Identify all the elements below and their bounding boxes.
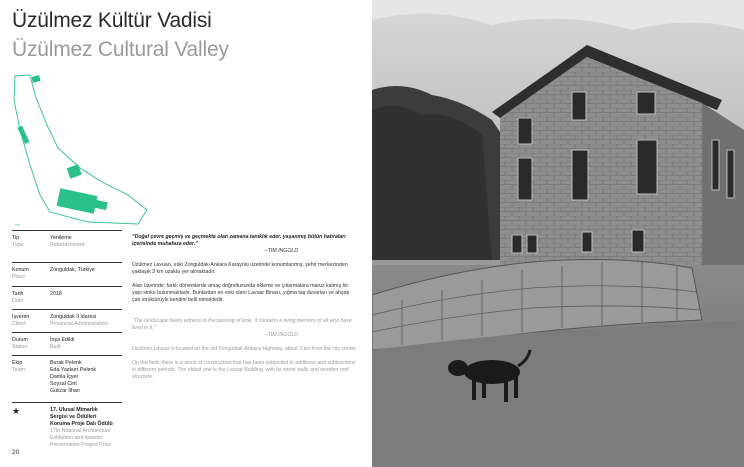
window <box>518 118 532 144</box>
dog-head <box>448 360 468 376</box>
window <box>518 158 532 200</box>
paragraph-tr-1: Üzülmez Lavuarı, eski Zonguldak-Ankara Karayolu üzerinde konumlanmış, şehir merkezinden yaklaşık 3 km uzakta yer almaktadır. <box>132 262 348 275</box>
building-1 <box>31 75 40 83</box>
award-line-en: Preservation Project Price <box>50 442 112 448</box>
paragraph-en-2: On the field; there is a stock of construction that has been subjected to additions and subtractions in different periods. The oldest one is the Lavuar Building, with its stone walls and wooden roof structure. <box>132 360 356 380</box>
meta-value-tr: Yenileme <box>50 235 72 241</box>
window <box>637 140 657 194</box>
meta-row-team <box>12 355 122 402</box>
project-title-en: Üzülmez Cultural Valley <box>12 38 229 61</box>
quote-tr-attribution: –TIM INGOLD <box>264 248 298 254</box>
forest-texture <box>372 106 492 260</box>
meta-key-tr: Ekip <box>12 360 23 366</box>
building-side <box>702 103 744 270</box>
meta-key-en: Place <box>12 274 26 280</box>
window <box>512 235 522 253</box>
window <box>712 140 719 190</box>
project-title-tr: Üzülmez Kültür Vadisi <box>12 9 212 32</box>
dog-leg <box>472 378 476 400</box>
meta-row-status <box>12 332 122 355</box>
team-member: Eda Yazkurt Pelenk <box>50 367 97 373</box>
meta-value-tr: Zonguldak İl İdaresi <box>50 314 97 320</box>
window <box>727 150 734 198</box>
meta-row-award <box>12 402 122 452</box>
right-page-photo <box>372 0 744 467</box>
quote-en: “The landscape bears witness to the passing of time, it contains a living memory of all who have lived in it.” <box>132 318 352 331</box>
north-arrow-icon: → <box>13 219 21 228</box>
meta-value-tr: İnşa Edildi <box>50 337 75 343</box>
award-line-tr: Koruma Proje Dalı Ödülü <box>50 421 113 427</box>
quote-en-attribution: –TIM INGOLD <box>264 332 298 338</box>
meta-value-en: Provincial Administration <box>50 321 108 327</box>
team-member: Gülizar İlhan <box>50 388 80 394</box>
award-line-en: Exhibition and Awards <box>50 435 103 441</box>
meta-key-en: Team <box>12 367 25 373</box>
meta-row-date <box>12 286 122 309</box>
meta-key-tr: Konum <box>12 267 29 273</box>
meta-value-tr: 2018 <box>50 291 62 297</box>
window <box>637 92 655 114</box>
building-3 <box>67 164 82 178</box>
award-line-tr: Sergisi ve Ödülleri <box>50 414 97 420</box>
meta-value-en: Refurbishment <box>50 242 85 248</box>
award-star-icon: ★ <box>12 406 21 416</box>
meta-key-en: Type <box>12 242 24 248</box>
meta-key-tr: Tarih <box>12 291 24 297</box>
project-meta <box>12 230 122 452</box>
building-4 <box>57 188 98 214</box>
dog-leg <box>504 378 508 402</box>
window <box>572 92 586 120</box>
window <box>582 232 592 252</box>
quote-tr: “Doğal çevre geçmiş ve geçmekte olan zamana tanıklık eder, yaşanmış bütün hatıraları içerisinde muhafaza eder.” <box>132 234 346 247</box>
body-text <box>132 234 358 381</box>
dog-leg <box>482 378 486 398</box>
window <box>572 150 588 200</box>
meta-key-tr: Tip <box>12 235 20 241</box>
award-line-en: 17th National Architecture <box>50 428 111 434</box>
dog-leg <box>514 376 518 398</box>
meta-row-type <box>12 230 122 262</box>
meta-key-en: Client <box>12 321 26 327</box>
paragraph-tr-2: Alan üzerinde; farklı dönemlerde amaç doğrultusunda ekleme ve çıkarmalara maruz kalmış bir yapı stoku bulunmaktadır. Bunlardan en eski olanı Lavuar Binası, yığma taş duvarları ve ahşap çatı strüktürüyle kendini belli etmektedir. <box>132 283 350 303</box>
team-member: Damla İçyer <box>50 374 79 380</box>
site-plan-map <box>10 70 150 230</box>
window <box>527 235 537 253</box>
award-line-tr: 17. Ulusal Mimarlık <box>50 407 98 413</box>
building-5 <box>94 200 107 210</box>
window <box>632 230 644 252</box>
meta-value-en: Built <box>50 344 61 350</box>
meta-row-client <box>12 309 122 332</box>
meta-key-tr: İşveren <box>12 314 30 320</box>
meta-key-en: Date <box>12 298 24 304</box>
team-member: Burak Pelenk <box>50 360 82 366</box>
meta-value-tr: Zonguldak, Türkiye <box>50 267 95 273</box>
meta-key-en: Status <box>12 344 28 350</box>
paragraph-en-1: Üzülmez Lavuar is located on the old Zonguldak-Ankara Highway, about 3 km from the city center. <box>132 346 358 352</box>
page-number: 20 <box>12 449 20 456</box>
meta-row-place <box>12 262 122 286</box>
meta-key-tr: Durum <box>12 337 28 343</box>
building-photo <box>372 0 744 467</box>
team-member: Soysal Cirit <box>50 381 77 387</box>
